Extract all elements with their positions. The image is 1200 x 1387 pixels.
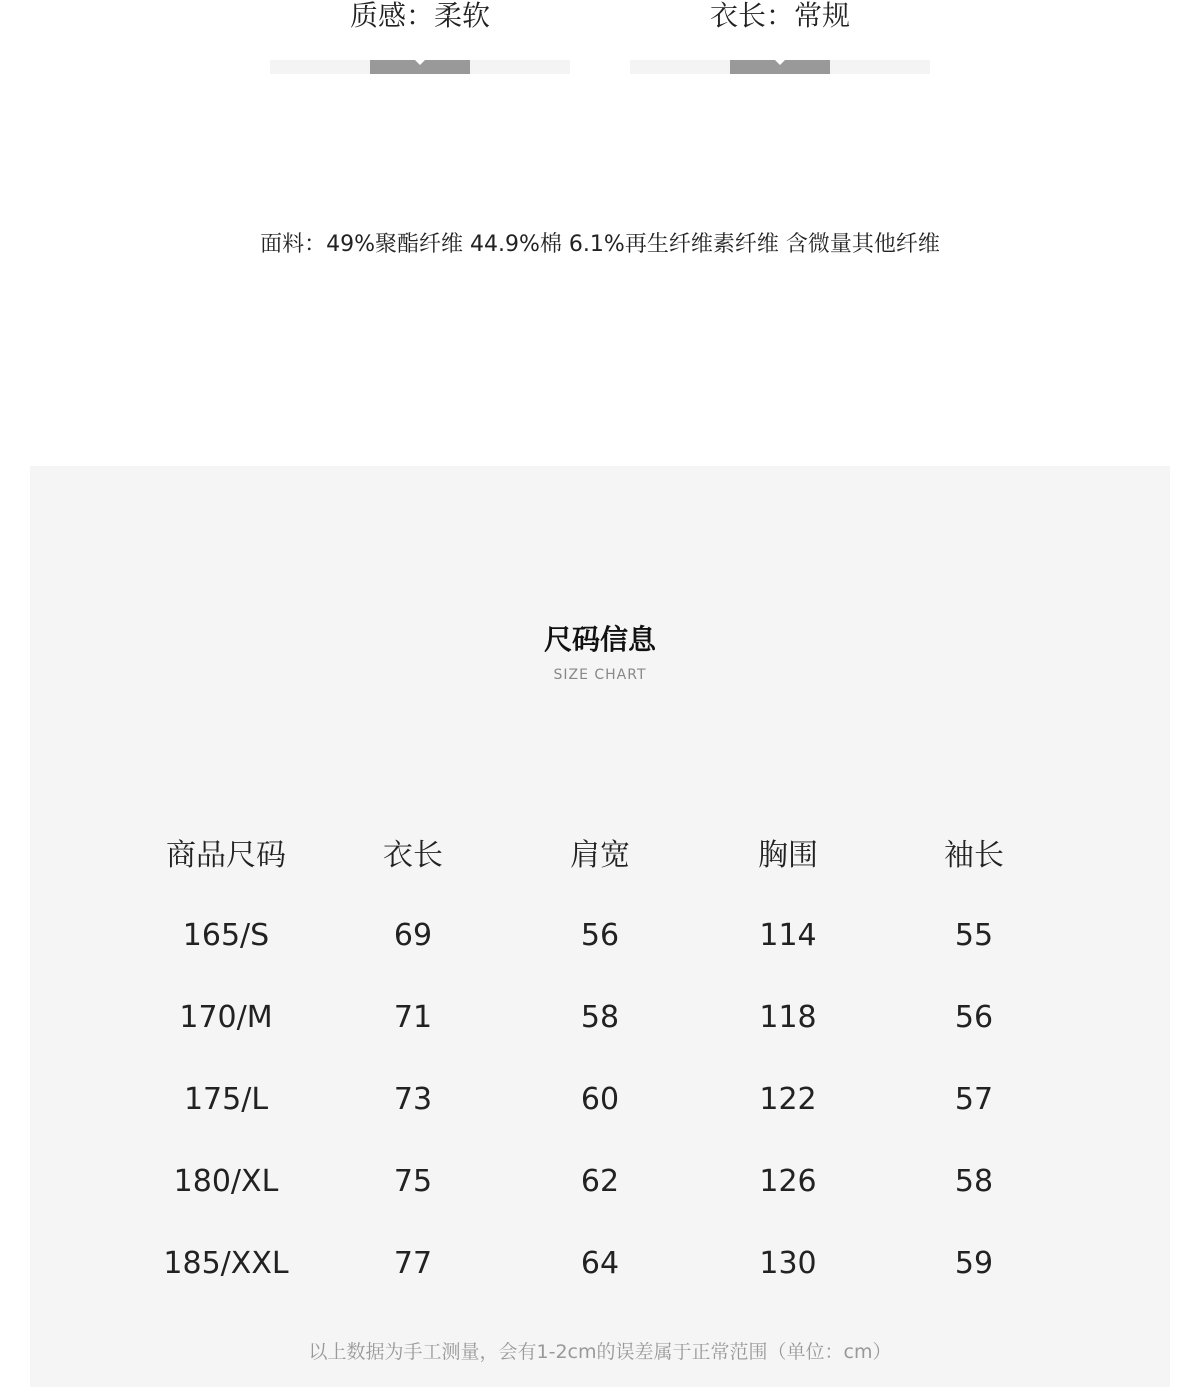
length-label: 衣长：常规	[709, 0, 850, 32]
cell-sleeve: 58	[954, 1164, 994, 1199]
measurement-note: 以上数据为手工测量，会有1-2cm的误差属于正常范围（单位：cm）	[308, 1341, 892, 1363]
length-scale-track	[630, 60, 930, 74]
cell-chest: 118	[759, 1000, 817, 1035]
size-chart-title: 尺码信息	[543, 623, 656, 656]
texture-scale-track	[270, 60, 570, 74]
texture-scale-marker	[415, 60, 425, 65]
header-sleeve: 袖长	[944, 838, 1004, 873]
cell-chest: 122	[759, 1082, 817, 1117]
table-row	[30, 1060, 1170, 1142]
cell-shoulder: 58	[580, 1000, 620, 1035]
header-length: 衣长	[383, 838, 443, 873]
cell-shoulder: 56	[580, 918, 620, 953]
cell-chest: 114	[759, 918, 817, 953]
cell-length: 75	[393, 1164, 433, 1199]
header-shoulder: 肩宽	[570, 838, 630, 873]
size-table	[30, 816, 1170, 1306]
cell-length: 77	[393, 1246, 433, 1281]
cell-sleeve: 59	[954, 1246, 994, 1281]
cell-size: 185/XXL	[163, 1246, 289, 1281]
cell-length: 73	[393, 1082, 433, 1117]
table-row	[30, 1224, 1170, 1306]
cell-size: 180/XL	[173, 1164, 279, 1199]
table-header-row	[30, 816, 1170, 896]
header-size: 商品尺码	[166, 838, 286, 873]
size-chart-panel	[30, 466, 1170, 1387]
cell-length: 69	[393, 918, 433, 953]
cell-sleeve: 55	[954, 918, 994, 953]
cell-shoulder: 62	[580, 1164, 620, 1199]
texture-label: 质感：柔软	[349, 0, 490, 32]
length-scale-marker	[775, 60, 785, 65]
cell-sleeve: 57	[954, 1082, 994, 1117]
cell-size: 175/L	[183, 1082, 269, 1117]
cell-size: 165/S	[182, 918, 270, 953]
size-chart-subtitle: SIZE CHART	[553, 667, 647, 683]
table-row	[30, 978, 1170, 1060]
cell-length: 71	[393, 1000, 433, 1035]
table-row	[30, 1142, 1170, 1224]
cell-shoulder: 60	[580, 1082, 620, 1117]
cell-chest: 126	[759, 1164, 817, 1199]
cell-sleeve: 56	[954, 1000, 994, 1035]
cell-chest: 130	[759, 1246, 817, 1281]
cell-shoulder: 64	[580, 1246, 620, 1281]
header-chest: 胸围	[758, 838, 818, 873]
cell-size: 170/M	[179, 1000, 273, 1035]
table-row	[30, 896, 1170, 978]
fabric-composition: 面料：49%聚酯纤维 44.9%棉 6.1%再生纤维素纤维 含微量其他纤维	[260, 232, 940, 257]
